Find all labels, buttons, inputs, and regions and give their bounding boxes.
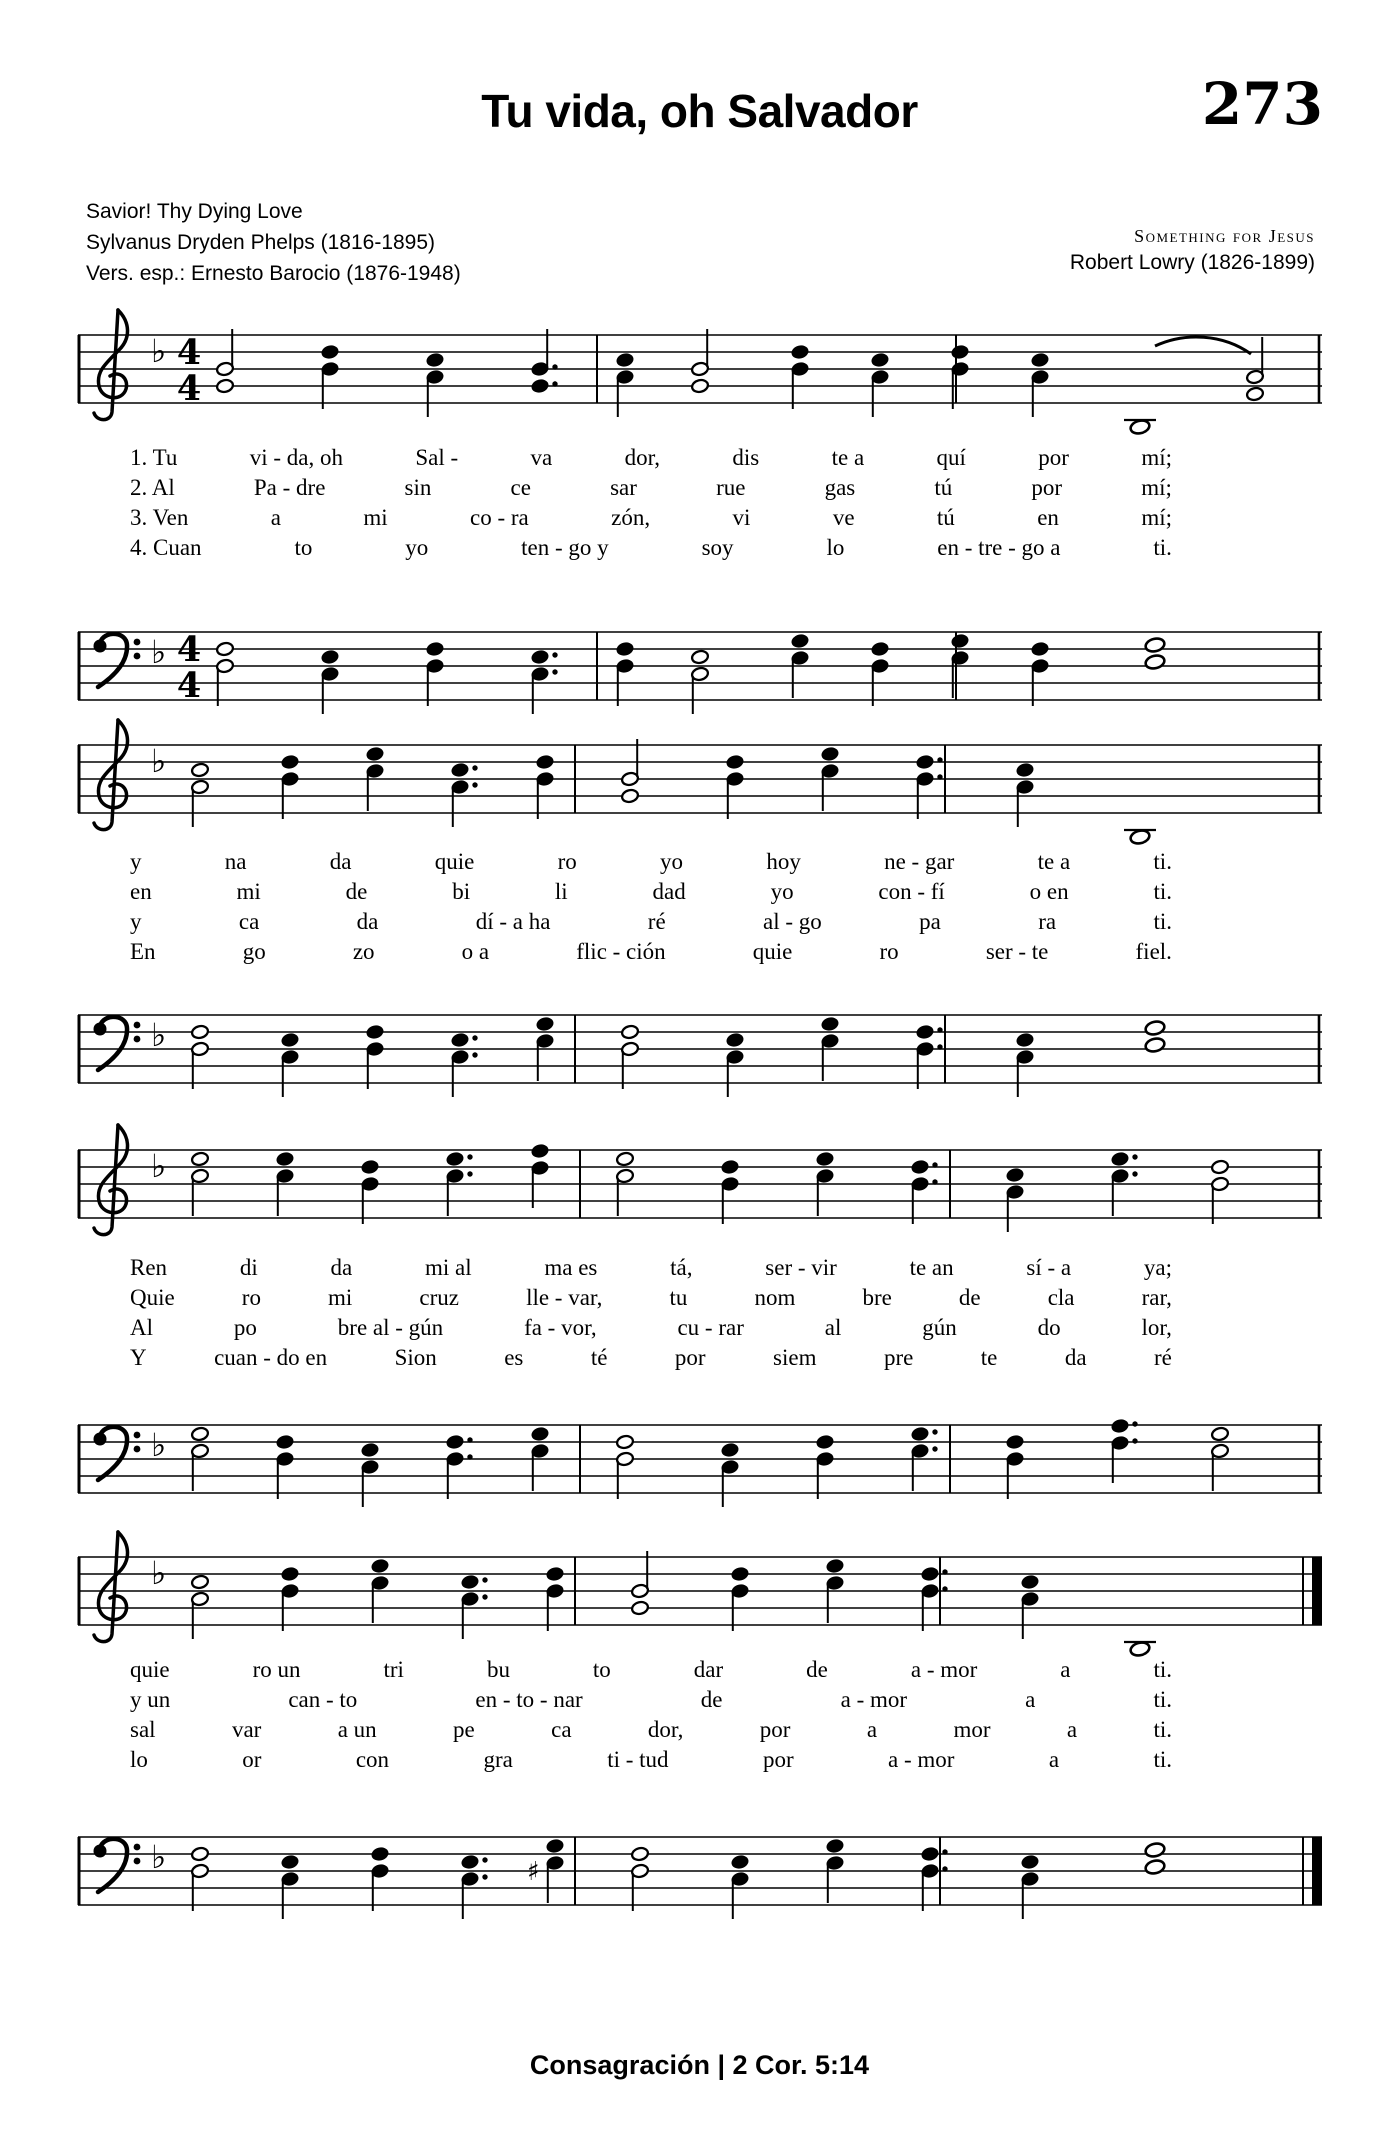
system-3-verse-row-2 <box>130 1285 1172 1315</box>
flat-sign-icon: ♭ <box>151 332 167 370</box>
lyric-syllable: da <box>356 909 379 934</box>
lyric-syllable: rue <box>716 475 746 500</box>
system-4-verse-row-1 <box>130 1657 1172 1687</box>
lyric-syllable: y <box>130 909 142 934</box>
system-3-verse-row-3 <box>130 1315 1172 1345</box>
lyric-syllable: ca <box>238 909 260 934</box>
lyric-syllable: di <box>239 1255 258 1280</box>
lyric-syllable: de <box>345 879 368 904</box>
bass-staff-3 <box>75 1390 1325 1530</box>
lyric-syllable: cu - rar <box>677 1315 744 1340</box>
lyric-syllable: lo <box>130 1747 148 1772</box>
lyric-syllable: ro un <box>252 1657 301 1682</box>
lyric-syllable: a <box>866 1717 878 1742</box>
composer: Robert Lowry (1826-1899) <box>1069 251 1315 274</box>
flat-sign-icon: ♭ <box>151 1426 167 1464</box>
lyric-syllable: tú <box>936 505 955 530</box>
system-4-verse-row-2 <box>130 1687 1172 1717</box>
lyric-syllable: en <box>1037 505 1059 530</box>
lyric-syllable: po <box>233 1315 257 1340</box>
lyric-syllable: 4. Cuan <box>130 535 202 560</box>
lyric-syllable: to <box>592 1657 611 1682</box>
lyric-syllable: por <box>762 1747 794 1772</box>
lyric-syllable: go <box>242 939 266 964</box>
lyric-syllable: de <box>806 1657 828 1682</box>
time-signature <box>177 629 201 706</box>
lyric-syllable: cruz <box>419 1285 459 1310</box>
lyric-syllable: de <box>958 1285 981 1310</box>
lyric-syllable: pe <box>453 1717 475 1742</box>
lyric-syllable: nom <box>754 1285 796 1310</box>
lyric-syllable: sin <box>404 475 432 500</box>
treble-staff-2 <box>75 710 1325 850</box>
lyric-syllable: vi - da, oh <box>249 445 343 470</box>
lyric-syllable: pa <box>919 909 941 934</box>
lyric-syllable: 3. Ven <box>130 505 189 530</box>
lyric-syllable: ti. <box>1153 1747 1172 1772</box>
lyric-syllable: ré <box>1154 1345 1172 1370</box>
lyric-syllable: mor <box>953 1717 991 1742</box>
lyric-syllable: ya; <box>1143 1255 1172 1280</box>
lyric-syllable: zón, <box>611 505 651 530</box>
bass-clef-icon <box>94 634 141 687</box>
lyric-syllable: quie <box>434 849 475 874</box>
lyric-syllable: hoy <box>766 849 801 874</box>
svg-text:4: 4 <box>176 665 202 706</box>
notes <box>191 1016 1166 1097</box>
lyric-syllable: siem <box>773 1345 817 1370</box>
lyric-syllable: vi <box>732 505 751 530</box>
lyric-syllable: gra <box>483 1747 513 1772</box>
lyric-syllable: mí; <box>1141 475 1172 500</box>
lyric-syllable: te a <box>1037 849 1071 874</box>
lyric-syllable: da <box>330 1255 353 1280</box>
lyric-syllable: Y <box>130 1345 147 1370</box>
lyric-syllable: Al <box>130 1315 153 1340</box>
lyric-syllable: en <box>130 879 152 904</box>
lyric-syllable: fa - vor, <box>524 1315 597 1340</box>
lyric-syllable: dor, <box>647 1717 684 1742</box>
lyric-syllable: ti. <box>1153 879 1172 904</box>
lyric-syllable: de <box>700 1687 723 1712</box>
lyric-syllable: Pa - dre <box>253 475 326 500</box>
lyric-syllable: do <box>1037 1315 1061 1340</box>
lyric-syllable: mi al <box>424 1255 472 1280</box>
lyric-syllable: ve <box>832 505 855 530</box>
flat-sign-icon: ♭ <box>151 1016 167 1054</box>
lyric-syllable: a <box>1066 1717 1078 1742</box>
lyric-syllable: 1. Tu <box>130 445 178 470</box>
lyric-syllable: gún <box>922 1315 957 1340</box>
footer-category: Consagración | 2 Cor. 5:14 <box>529 2050 870 2080</box>
lyric-syllable: rar, <box>1141 1285 1172 1310</box>
lyric-syllable: bre al - gún <box>337 1315 444 1340</box>
lyric-syllable: yo <box>770 879 794 904</box>
system-1-lyrics <box>130 445 1172 565</box>
time-signature <box>177 332 201 409</box>
bass-staff-4 <box>75 1802 1325 1942</box>
lyric-syllable: té <box>590 1345 608 1370</box>
lyric-syllable: ser - vir <box>765 1255 837 1280</box>
bass-staff-2 <box>75 980 1325 1120</box>
lyric-syllable: mi <box>363 505 388 530</box>
lyric-syllable: por <box>1031 475 1063 500</box>
lyric-syllable: quie <box>752 939 793 964</box>
lyric-syllable: ti. <box>1153 1657 1172 1682</box>
lyric-syllable: Sal - <box>415 445 459 470</box>
lyric-syllable: a <box>270 505 281 530</box>
notes <box>191 1551 1156 1657</box>
lyric-syllable: con - fí <box>878 879 945 904</box>
flat-sign-icon: ♭ <box>151 633 167 671</box>
lyric-syllable: con <box>355 1747 390 1772</box>
lyric-syllable: ti. <box>1153 535 1172 560</box>
lyric-syllable: es <box>504 1345 524 1370</box>
system-3-verse-row-4 <box>130 1345 1172 1375</box>
author: Sylvanus Dryden Phelps (1816-1895) <box>86 231 436 254</box>
lyric-syllable: o en <box>1029 879 1069 904</box>
system-1-verse-row-2 <box>130 475 1172 505</box>
lyric-syllable: y <box>130 849 142 874</box>
lyric-syllable: lor, <box>1141 1315 1172 1340</box>
lyric-syllable: a <box>1060 1657 1071 1682</box>
hymn-number: 273 <box>1201 70 1323 138</box>
lyric-syllable: or <box>242 1747 262 1772</box>
notes <box>191 1838 1166 1919</box>
lyric-syllable: al <box>824 1315 842 1340</box>
lyric-syllable: en - to - nar <box>475 1687 583 1712</box>
lyric-syllable: quí <box>936 445 966 470</box>
lyric-syllable: a <box>1048 1747 1060 1772</box>
system-2-verse-row-2 <box>130 879 1172 909</box>
lyric-syllable: yo <box>405 535 429 560</box>
lyric-syllable: tú <box>934 475 953 500</box>
lyric-syllable: mi <box>328 1285 353 1310</box>
credits-left <box>86 196 461 289</box>
flat-sign-icon: ♭ <box>151 1147 167 1185</box>
sharp-sign-icon: ♯ <box>527 1857 540 1887</box>
lyric-syllable: a - mor <box>888 1747 955 1772</box>
lyric-syllable: bre <box>862 1285 892 1310</box>
lyric-syllable: ti - tud <box>607 1747 669 1772</box>
lyric-syllable: te an <box>909 1255 954 1280</box>
lyric-syllable: quie <box>130 1657 170 1682</box>
lyric-syllable: yo <box>660 849 684 874</box>
lyric-syllable: da <box>1064 1345 1087 1370</box>
treble-staff-1 <box>75 300 1325 440</box>
flat-sign-icon: ♭ <box>151 1554 167 1592</box>
svg-text:4: 4 <box>176 332 202 373</box>
lyric-syllable: En <box>130 939 156 964</box>
lyric-syllable: Quie <box>130 1285 175 1310</box>
lyric-syllable: dar <box>693 1657 724 1682</box>
bass-clef-icon <box>94 1427 141 1480</box>
notes <box>191 739 1156 845</box>
lyric-syllable: en - tre - go a <box>937 535 1061 560</box>
page-title: Tu vida, oh Salvador <box>481 85 918 137</box>
lyric-syllable: o a <box>461 939 490 964</box>
lyric-syllable: ro <box>557 849 577 874</box>
system-4-lyrics <box>130 1657 1172 1777</box>
lyric-syllable: lle - var, <box>526 1285 603 1310</box>
lyric-syllable: flic - ción <box>576 939 666 964</box>
lyric-syllable: tu <box>669 1285 688 1310</box>
lyric-syllable: can - to <box>288 1687 358 1712</box>
system-2-verse-row-3 <box>130 909 1172 939</box>
svg-text:4: 4 <box>176 368 202 409</box>
flat-sign-icon: ♭ <box>151 742 167 780</box>
lyric-syllable: zo <box>352 939 375 964</box>
lyric-syllable: mí; <box>1141 505 1172 530</box>
tune-name: Something for Jesus <box>1134 226 1315 246</box>
system-2-lyrics <box>130 849 1172 969</box>
lyric-syllable: bu <box>486 1657 510 1682</box>
lyric-syllable: ti. <box>1153 849 1172 874</box>
lyric-syllable: tri <box>383 1657 404 1682</box>
lyric-syllable: a <box>1025 1687 1036 1712</box>
lyric-syllable: ro <box>241 1285 261 1310</box>
lyric-syllable: sí - a <box>1026 1255 1072 1280</box>
lyric-syllable: por <box>1038 445 1069 470</box>
notes <box>216 329 1264 435</box>
lyric-syllable: ra <box>1038 909 1057 934</box>
lyric-syllable: da <box>329 849 352 874</box>
lyric-syllable: te a <box>831 445 865 470</box>
lyric-syllable: ré <box>647 909 666 934</box>
lyric-syllable: y un <box>130 1687 171 1712</box>
lyric-syllable: to <box>294 535 313 560</box>
lyric-syllable: ne - gar <box>884 849 955 874</box>
system-3-lyrics <box>130 1255 1172 1375</box>
lyric-syllable: dis <box>732 445 760 470</box>
treble-staff-3 <box>75 1115 1325 1255</box>
lyric-syllable: ten - go y <box>521 535 609 560</box>
lyric-syllable: al - go <box>763 909 822 934</box>
lyric-syllable: mí; <box>1141 445 1172 470</box>
lyric-syllable: ce <box>510 475 531 500</box>
lyric-syllable: sar <box>610 475 637 500</box>
lyric-syllable: pre <box>883 1345 914 1370</box>
lyric-syllable: a - mor <box>840 1687 908 1712</box>
flat-sign-icon: ♭ <box>151 1838 167 1876</box>
notes <box>216 633 1166 714</box>
lyric-syllable: te <box>980 1345 998 1370</box>
lyric-syllable: mi <box>236 879 261 904</box>
system-3-verse-row-1 <box>130 1255 1172 1285</box>
lyric-syllable: ti. <box>1153 1687 1172 1712</box>
original-title: Savior! Thy Dying Love <box>86 200 303 223</box>
lyric-syllable: lo <box>826 535 845 560</box>
bass-clef-icon <box>94 1017 141 1070</box>
system-2-verse-row-4 <box>130 939 1172 969</box>
lyric-syllable: 2. Al <box>130 475 175 500</box>
system-1-verse-row-1 <box>130 445 1172 475</box>
lyric-syllable: bi <box>452 879 471 904</box>
lyric-syllable: a un <box>337 1717 377 1742</box>
svg-text:4: 4 <box>176 629 202 670</box>
system-4-verse-row-3 <box>130 1717 1172 1747</box>
lyric-syllable: li <box>554 879 568 904</box>
translator: Vers. esp.: Ernesto Barocio (1876-1948) <box>86 262 461 285</box>
lyric-syllable: dor, <box>624 445 661 470</box>
lyric-syllable: a - mor <box>910 1657 978 1682</box>
lyric-syllable: fiel. <box>1135 939 1172 964</box>
lyric-syllable: co - ra <box>470 505 529 530</box>
system-1-verse-row-4 <box>130 535 1172 565</box>
lyric-syllable: cla <box>1047 1285 1075 1310</box>
lyric-syllable: ro <box>879 939 899 964</box>
system-2-verse-row-1 <box>130 849 1172 879</box>
lyric-syllable: var <box>231 1717 262 1742</box>
lyric-syllable: ma es <box>544 1255 598 1280</box>
lyric-syllable: por <box>759 1717 791 1742</box>
lyric-syllable: por <box>674 1345 706 1370</box>
lyric-syllable: Ren <box>130 1255 168 1280</box>
lyric-syllable: dí - a ha <box>475 909 551 934</box>
lyric-syllable: gas <box>824 475 856 500</box>
bass-clef-icon <box>94 1839 141 1892</box>
system-4-verse-row-4 <box>130 1747 1172 1777</box>
lyric-syllable: ti. <box>1153 909 1172 934</box>
treble-staff-4 <box>75 1522 1325 1662</box>
lyric-syllable: soy <box>701 535 734 560</box>
credits-right <box>1070 224 1315 278</box>
lyric-syllable: cuan - do en <box>214 1345 328 1370</box>
lyric-syllable: Sion <box>394 1345 437 1370</box>
lyric-syllable: sal <box>130 1717 156 1742</box>
system-1-verse-row-3 <box>130 505 1172 535</box>
lyric-syllable: ser - te <box>985 939 1049 964</box>
lyric-syllable: ti. <box>1153 1717 1172 1742</box>
lyric-syllable: tá, <box>670 1255 693 1280</box>
lyric-syllable: na <box>224 849 247 874</box>
lyric-syllable: dad <box>652 879 686 904</box>
lyric-syllable: ca <box>551 1717 572 1742</box>
lyric-syllable: va <box>530 445 553 470</box>
